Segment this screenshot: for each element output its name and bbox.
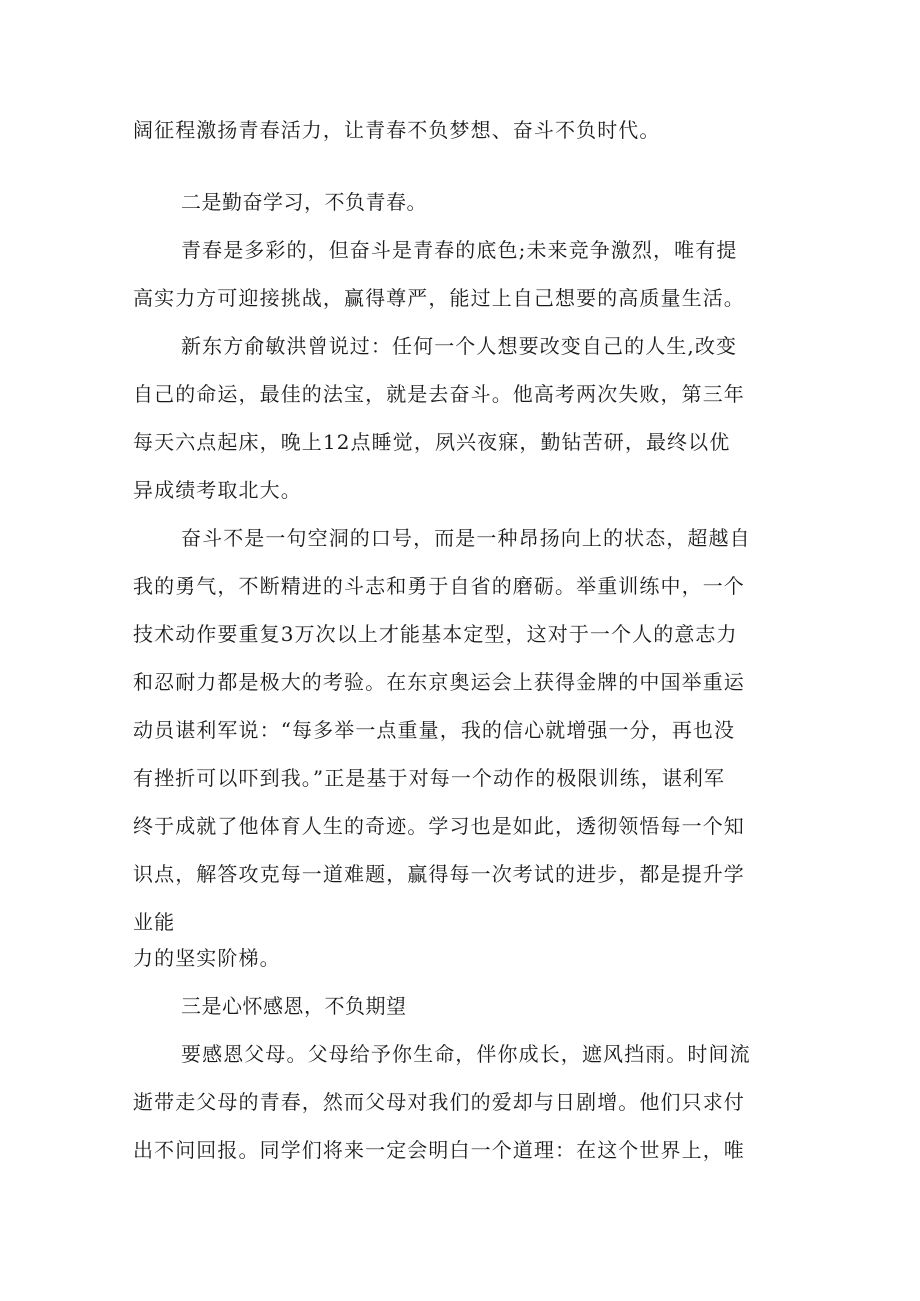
text-line: 奋斗不是一句空洞的口号，而是一种昂扬向上的状态，超越自 [181,526,751,550]
text-line: 自己的命运，最佳的法宝，就是去奋斗。他高考两次失败，第三年 [133,382,745,406]
text-line: 每天六点起床，晚上12点睡觉，夙兴夜寐，勤钻苦研，最终以优 [133,430,731,454]
text-line: 新东方俞敏洪曾说过：任何一个人想要改变自己的人生,改变 [181,334,738,358]
text-line: 终于成就了他体育人生的奇迹。学习也是如此，透彻领悟每一个知 [133,814,745,838]
text-line: 异成绩考取北大。 [133,478,302,502]
text-line: 高实力方可迎接挑战，赢得尊严，能过上自己想要的高质量生活。 [133,286,745,310]
text-line: 和忍耐力都是极大的考验。在东京奥运会上获得金牌的中国举重运 [133,670,745,694]
text-line: 要感恩父母。父母给予你生命，伴你成长，遮风挡雨。时间流 [181,1042,751,1066]
section-heading: 二是勤奋学习，不负青春。 [181,190,427,214]
text-line: 出不问回报。同学们将来一定会明白一个道理：在这个世界上，唯 [133,1138,745,1162]
text-line: 业能 [133,910,176,934]
text-line: 阔征程激扬青春活力，让青春不负梦想、奋斗不负时代。 [133,118,661,142]
text-line: 识点，解答攻克每一道难题，赢得每一次考试的进步，都是提升学 [133,862,745,886]
section-heading: 三是心怀感恩，不负期望 [181,994,407,1018]
text-line: 动员谌利军说：“每多举一点重量，我的信心就增强一分，再也没 [133,718,736,742]
text-line: 逝带走父母的青春，然而父母对我们的爱却与日剧增。他们只求付 [133,1090,745,1114]
text-line: 力的坚实阶梯。 [133,946,281,970]
text-line: 技术动作要重复3万次以上才能基本定型，这对于一个人的意志力 [133,622,738,646]
text-line: 青春是多彩的，但奋斗是青春的底色;未来竞争激烈，唯有提 [181,238,738,262]
text-line: 我的勇气，不断精进的斗志和勇于自省的磨砺。举重训练中，一个 [133,574,745,598]
text-line: 有挫折可以吓到我。”正是基于对每一个动作的极限训练，谌利军 [133,766,726,790]
